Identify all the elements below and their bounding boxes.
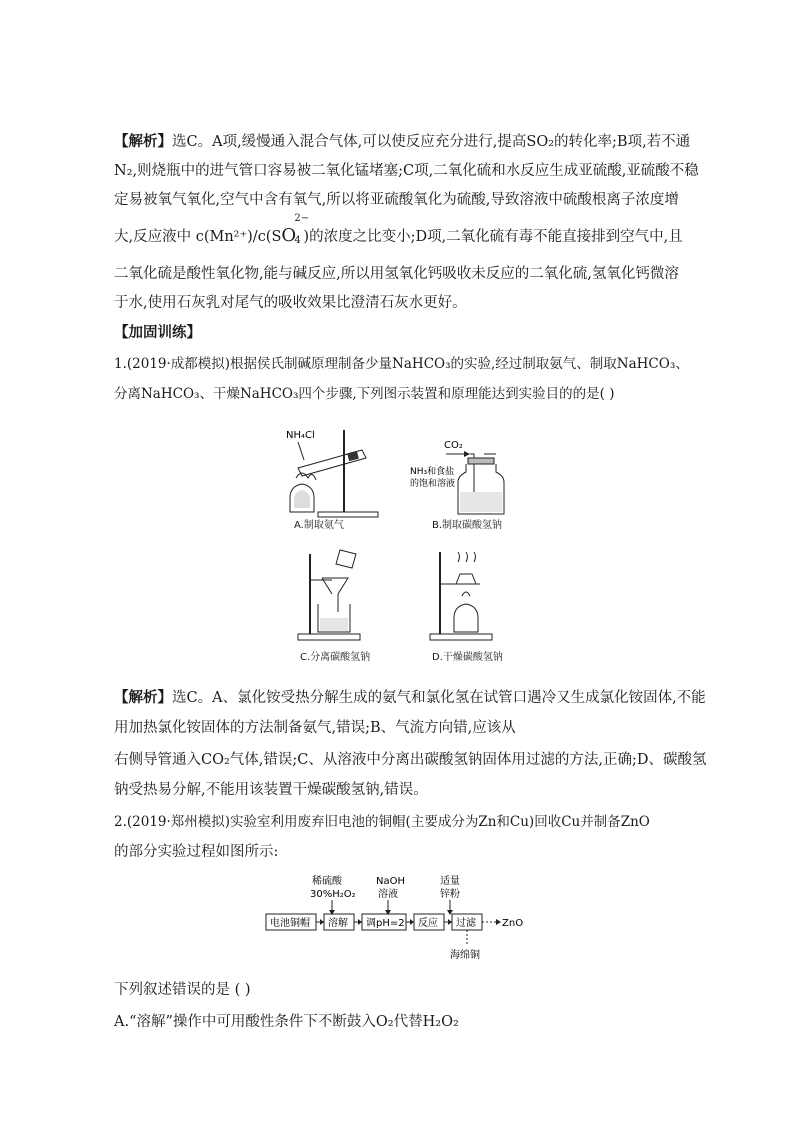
flow-product: ZnO	[502, 918, 524, 929]
process-flowchart	[262, 872, 552, 964]
q1-line2: 分离NaHCO₃、干燥NaHCO₃四个步骤,下列图示装置和原理能达到实验目的的是( )	[114, 386, 615, 402]
figc-caption: C.分离碳酸氢钠	[300, 652, 371, 663]
section-title: 【加固训练】	[114, 324, 201, 341]
flow-box5: 过滤	[456, 918, 476, 929]
figure-d-apparatus	[428, 548, 498, 642]
analysis1-line5: 二氧化硫是酸性氧化物,能与碱反应,所以用氢氧化钙吸收未反应的二氧化硫,氢氧化钙微溶	[114, 266, 679, 282]
flow-reagent2a: NaOH	[376, 876, 405, 887]
flow-box2: 溶解	[328, 918, 348, 929]
analysis-tag: 【解析】	[114, 689, 172, 706]
figb-label1: NH₃和食盐	[410, 467, 455, 477]
analysis2-line4: 钠受热易分解,不能用该装置干燥碳酸氢钠,错误。	[114, 782, 428, 798]
figure-c-apparatus	[296, 548, 366, 642]
q2-option-a: A.“溶解”操作中可用酸性条件下不断鼓入O₂代替H₂O₂	[114, 1014, 459, 1030]
analysis-tag: 【解析】	[114, 133, 172, 150]
analysis1-line2: N₂,则烧瓶中的进气管口容易被二氧化锰堵塞;C项,二氧化硫和水反应生成亚硫酸,亚硫酸不稳	[114, 163, 699, 179]
analysis2-line3: 右侧导管通入CO₂气体,错误;C、从溶液中分离出碳酸氢钠固体用过滤的方法,正确;D、碳酸氢	[114, 752, 707, 768]
flow-reagent1a: 稀硫酸	[312, 876, 342, 887]
flow-reagent3a: 适量	[440, 876, 460, 887]
q2-stem: 下列叙述错误的是 ( )	[114, 982, 251, 998]
figb-label2: 的饱和溶液	[410, 479, 456, 489]
analysis2-line2: 用加热氯化铵固体的方法制备氨气,错误;B、气流方向错,应该从	[114, 720, 516, 736]
flow-reagent1b: 30%H₂O₂	[310, 889, 356, 900]
figd-caption: D.干燥碳酸氢钠	[432, 652, 503, 663]
analysis1-line6: 于水,使用石灰乳对尾气的吸收效果比澄清石灰水更好。	[114, 295, 467, 311]
flow-reagent3b: 锌粉	[440, 889, 460, 900]
q2-line2: 的部分实验过程如图所示:	[114, 844, 279, 860]
flow-box1: 电池铜帽	[270, 918, 310, 929]
analysis1-line3: 定易被氧气氧化,空气中含有氧气,所以将亚硫酸氧化为硫酸,导致溶液中硫酸根离子浓度增	[114, 192, 679, 208]
flow-byproduct: 海绵铜	[450, 950, 480, 961]
analysis1-line4: 大,反应液中 c(Mn²⁺)/c(SO 2− 4 )的浓度之比变小;D项,二氧化硫有毒不能直接排到空气中,且	[114, 213, 683, 246]
figb-co2: CO₂	[444, 440, 463, 451]
analysis2-line1: 【解析】选C。A、氯化铵受热分解生成的氨气和氯化氢在试管口遇冷又生成氯化铵固体,不能	[114, 689, 706, 706]
figure-b-apparatus	[410, 436, 520, 526]
sulfate-ion: O 2− 4	[281, 213, 310, 246]
flow-box4: 反应	[418, 918, 438, 929]
q2-line1: 2.(2019·郑州模拟)实验室利用废弃旧电池的铜帽(主要成分为Zn和Cu)回收Cu并制备ZnO	[114, 814, 650, 830]
figa-label: NH₄Cl	[286, 430, 315, 441]
figa-caption: A.制取氨气	[294, 520, 344, 531]
figb-caption: B.制取碳酸氢钠	[432, 520, 503, 531]
flow-reagent2b: 溶液	[378, 889, 398, 900]
q1-line1: 1.(2019·成都模拟)根据侯氏制碱原理制备少量NaHCO₃的实验,经过制取氨气、制取NaHCO₃、	[114, 356, 689, 372]
analysis1-line1: 【解析】选C。A项,缓慢通入混合气体,可以使反应充分进行,提高SO₂的转化率;B项,若不通	[114, 133, 691, 150]
flow-box3: 调pH=2	[366, 918, 405, 929]
